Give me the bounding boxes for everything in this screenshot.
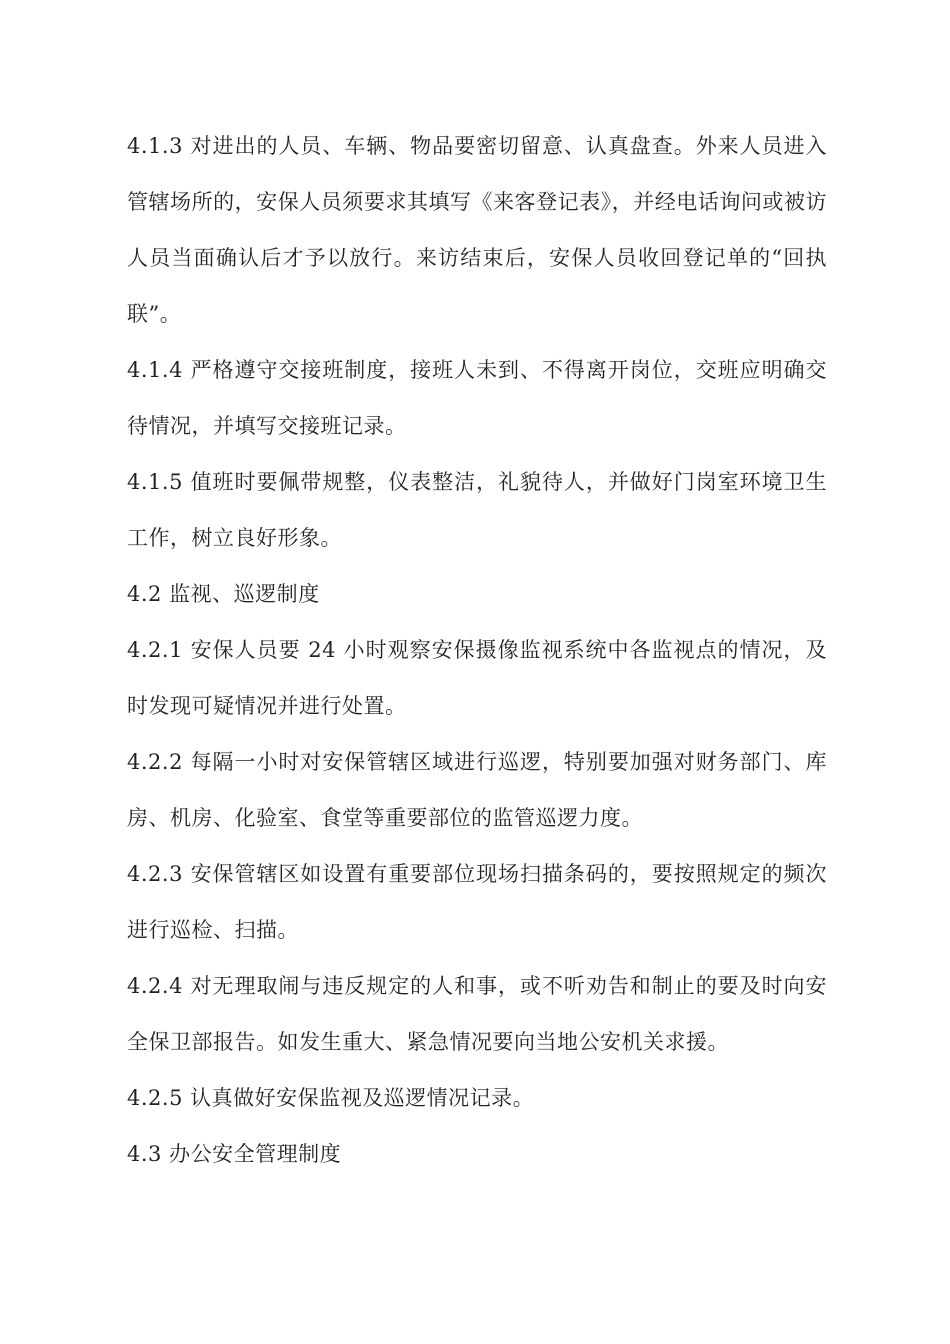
paragraph-4-2-3: 4.2.3 安保管辖区如设置有重要部位现场扫描条码的，要按照规定的频次进行巡检、扫描。	[127, 862, 827, 942]
section-heading-4-2: 4.2 监视、巡逻制度	[127, 582, 320, 606]
paragraph-4-2-2: 4.2.2 每隔一小时对安保管辖区域进行巡逻，特别要加强对财务部门、库房、机房、化验室、食堂等重要部位的监管巡逻力度。	[127, 750, 827, 830]
paragraph-4-1-3: 4.1.3 对进出的人员、车辆、物品要密切留意、认真盘查。外来人员进入管辖场所的，安保人员须要求其填写《来客登记表》，并经电话询问或被访人员当面确认后才予以放行。来访结束后，安保人员收回登记单的“回执联”。	[127, 134, 827, 326]
document-body	[127, 118, 827, 1182]
paragraph-4-2-1: 4.2.1 安保人员要 24 小时观察安保摄像监视系统中各监视点的情况，及时发现可疑情况并进行处置。	[127, 638, 827, 718]
paragraph-4-2-5: 4.2.5 认真做好安保监视及巡逻情况记录。	[127, 1086, 535, 1110]
paragraph-4-2-4: 4.2.4 对无理取闹与违反规定的人和事，或不听劝告和制止的要及时向安全保卫部报告。如发生重大、紧急情况要向当地公安机关求援。	[127, 974, 827, 1054]
paragraph-4-1-5: 4.1.5 值班时要佩带规整，仪表整洁，礼貌待人，并做好门岗室环境卫生工作，树立良好形象。	[127, 470, 827, 550]
section-heading-4-3: 4.3 办公安全管理制度	[127, 1142, 342, 1166]
paragraph-4-1-4: 4.1.4 严格遵守交接班制度，接班人未到、不得离开岗位，交班应明确交待情况，并填写交接班记录。	[127, 358, 827, 438]
